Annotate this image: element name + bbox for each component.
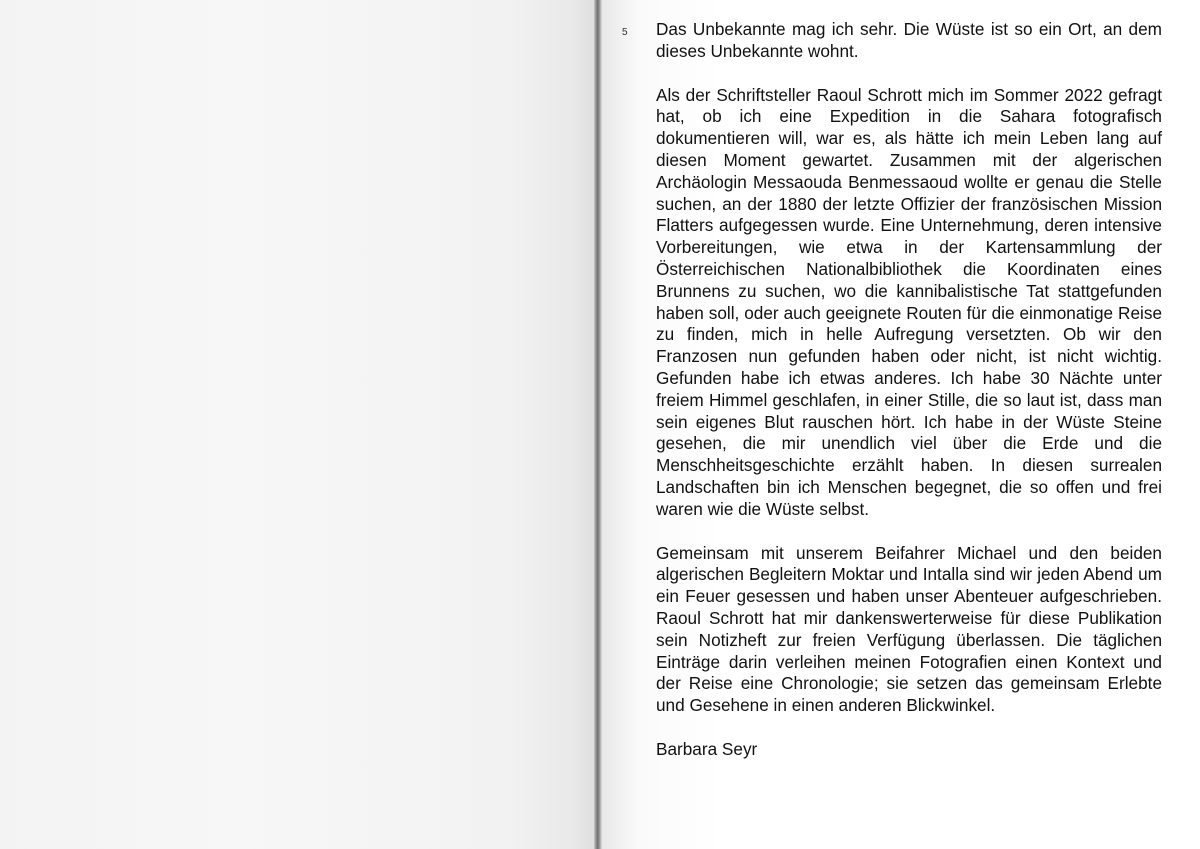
book-gutter — [594, 0, 602, 849]
left-page — [0, 0, 596, 849]
paragraph-intro: Das Unbekannte mag ich sehr. Die Wüste ist so ein Ort, an dem dieses Unbekannte wohnt. — [656, 19, 1162, 61]
paragraph-companions: Gemeinsam mit unserem Beifahrer Michael und den beiden algerischen Begleitern Moktar und Intalla sind wir jeden Abend um ein Feuer gesessen und haben unser Abenteuer aufgeschrieben. Raoul Schrott hat mir dankenswerterweise für diese Publikation sein Notizheft zur freien Verfügung überlassen. Die täglichen Einträge darin verleihen meinen Fotografien einen Kontext und der Reise eine Chronologie; sie setzen das gemeinsam Erlebte und Gesehene in einen anderen Blickwinkel. — [656, 542, 1162, 716]
line-number: 5 — [622, 27, 628, 38]
body-text — [656, 19, 1162, 783]
paragraph-expedition: Als der Schriftsteller Raoul Schrott mich im Sommer 2022 gefragt hat, ob ich eine Expedition in die Sahara fotografisch dokumentieren will, war es, als hätte ich mein Leben lang auf diesen Moment gewartet. Zusammen mit der algerischen Archäologin Messaouda Benmessaoud wollte er genau die Stelle suchen, an der 1880 der letzte Offizier der französischen Mission Flatters aufgegessen wurde. Eine Unternehmung, deren intensive Vorbereitungen, wie etwa in der Kartensammlung der Österreichischen Nationalbibliothek die Koordinaten eines Brunnens zu suchen, wo die kannibalistische Tat stattgefunden haben soll, oder auch geeignete Routen für die einmonatige Reise zu finden, mich in helle Aufregung versetzten. Ob wir den Franzosen nun gefunden haben oder nicht, ist nicht wichtig. Gefunden habe ich etwas anderes. Ich habe 30 Nächte unter freiem Himmel geschlafen, in einer Stille, die so laut ist, dass man sein eigenes Blut rauschen hört. Ich habe in der Wüste Steine gesehen, die mir unendlich viel über die Erde und die Menschheitsgeschichte erzählt haben. In diesen surrealen Landschaften bin ich Menschen begegnet, die so offen und frei waren wie die Wüste selbst. — [656, 84, 1162, 519]
author-signature: Barbara Seyr — [656, 738, 758, 759]
